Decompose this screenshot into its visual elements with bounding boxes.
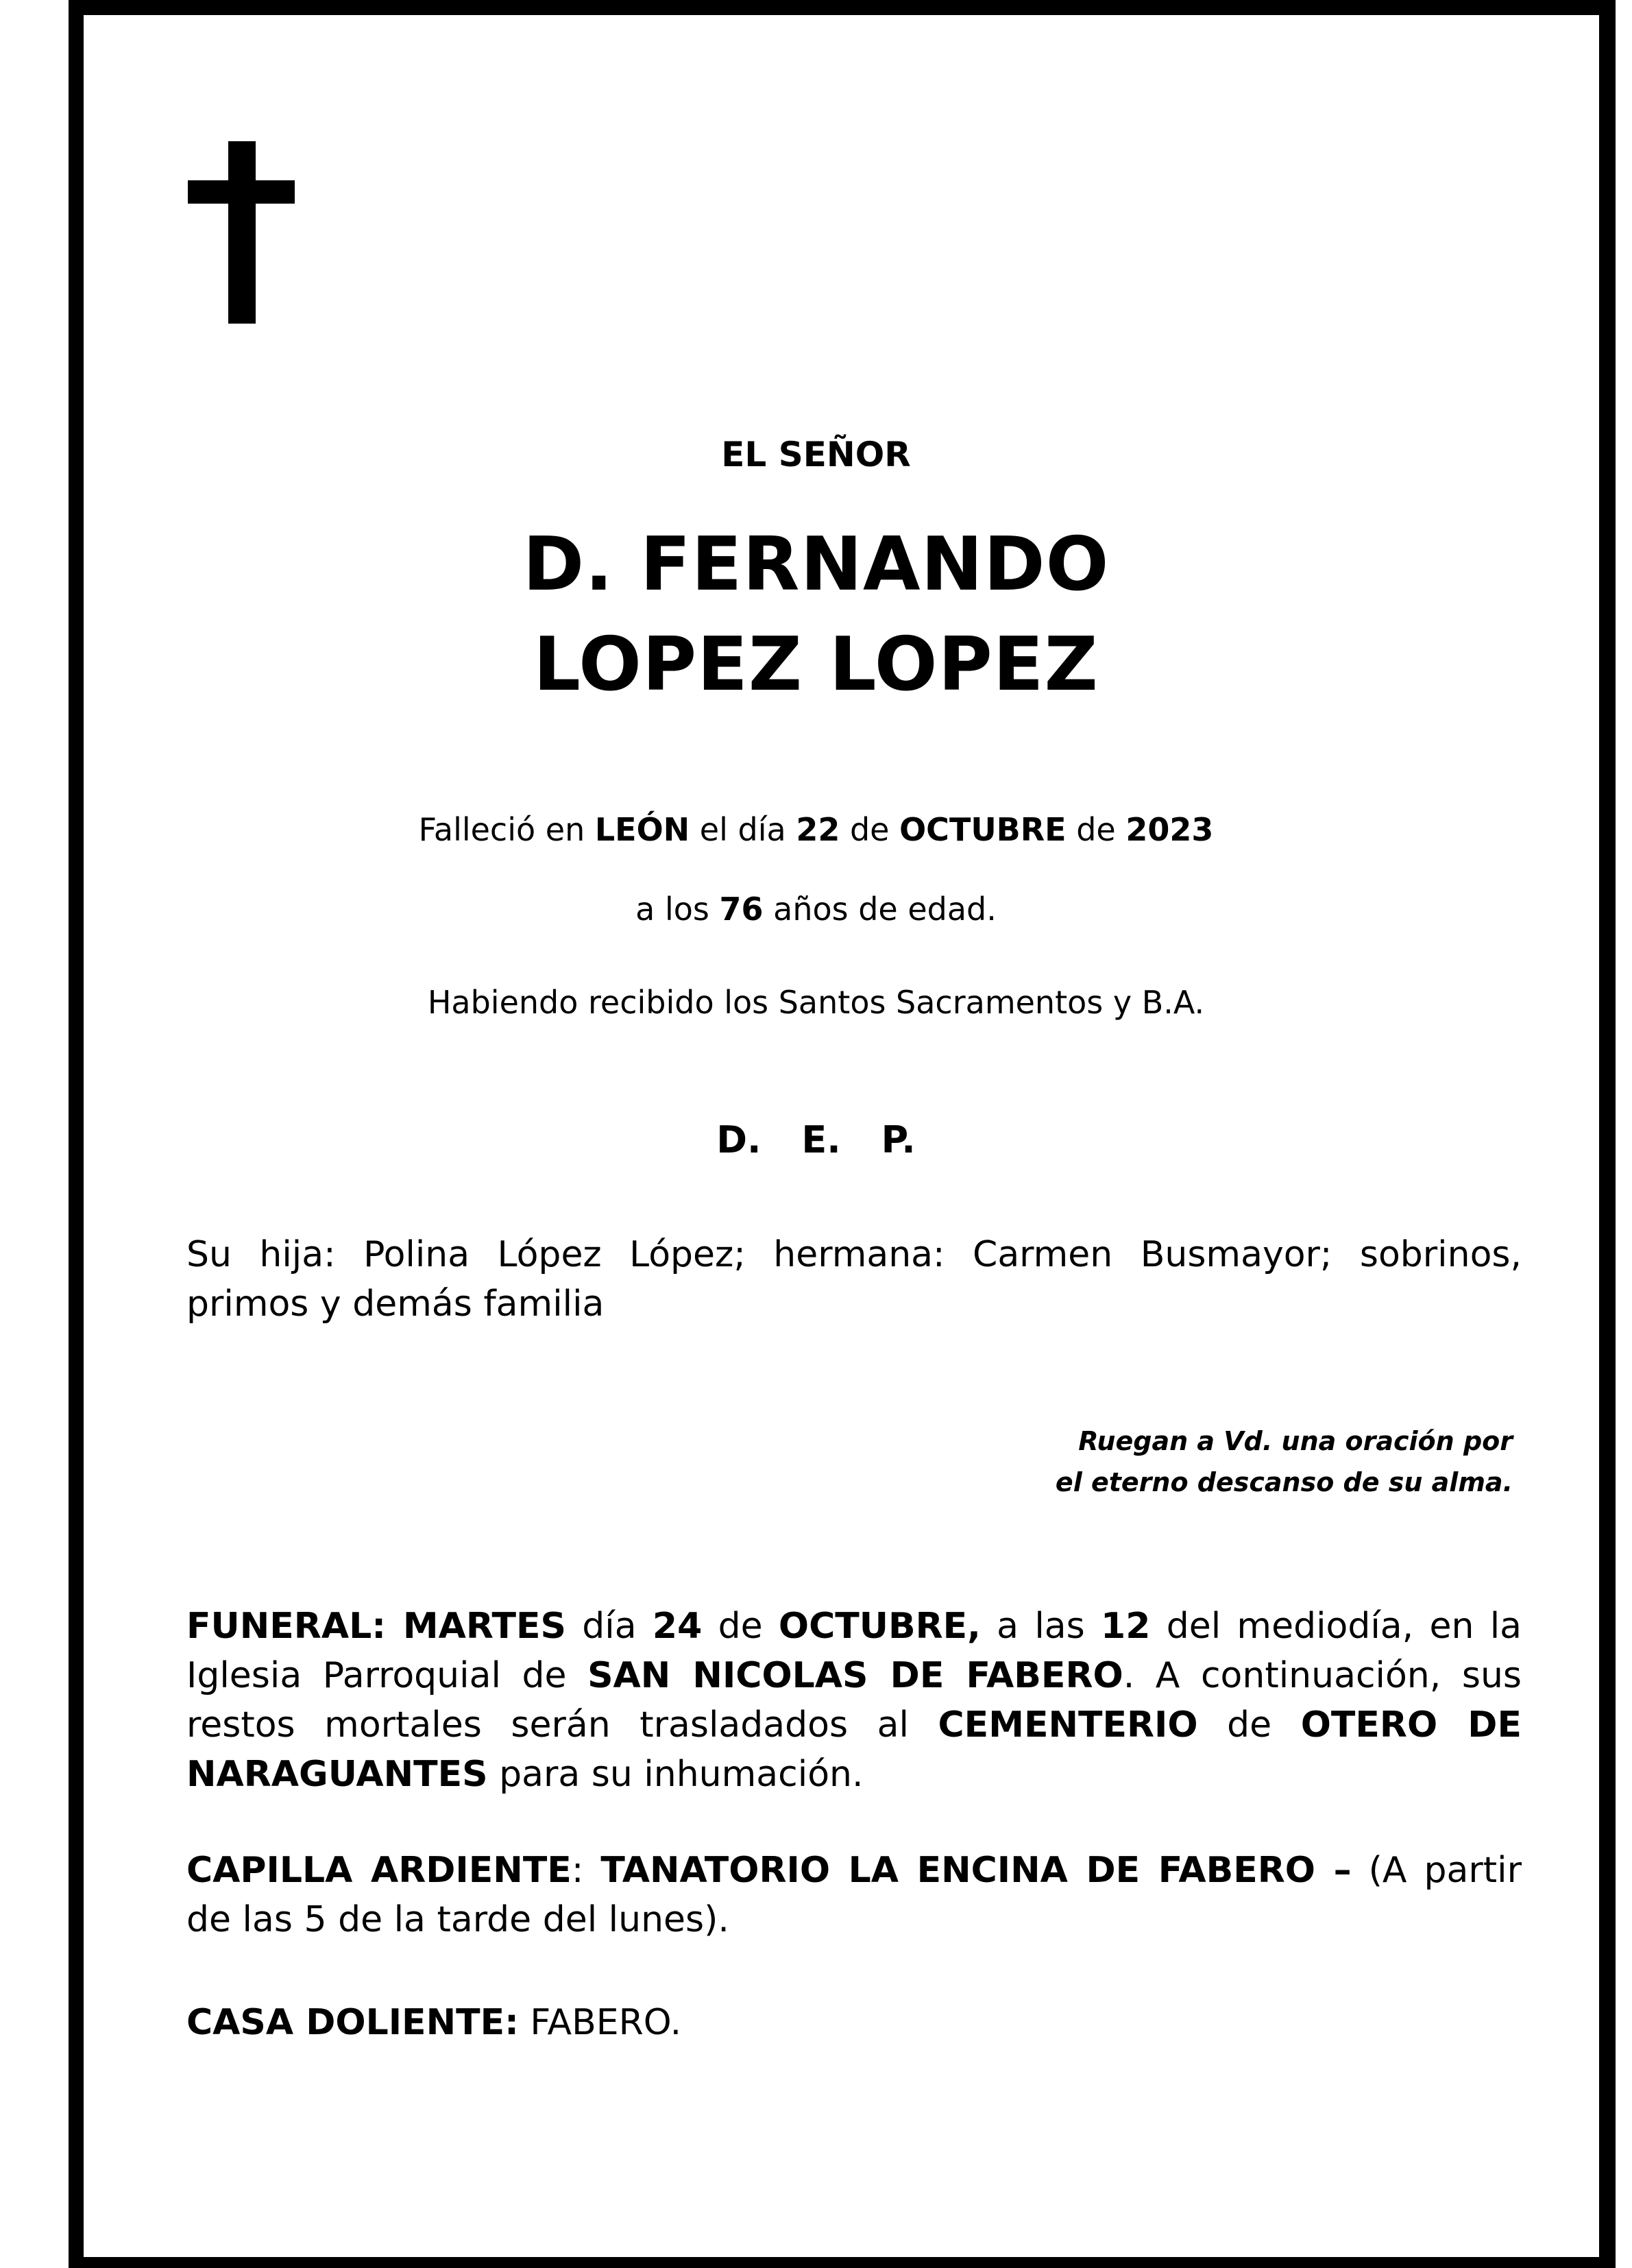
deceased-name-line2: LOPEZ LOPEZ: [533, 622, 1099, 708]
prayer-line-1: Ruegan a Vd. una oración por: [1078, 1426, 1513, 1456]
prayer-request: [891, 1421, 1513, 1503]
casa-label: CASA DOLIENTE:: [186, 2002, 519, 2043]
cemetery-label: CEMENTERIO: [938, 1704, 1198, 1746]
family-paragraph: Su hija: Polina López López; hermana: Carmen Busmayor; sobrinos, primos y demás familia: [186, 1234, 1522, 1325]
dep-initials: D. E. P.: [716, 1118, 916, 1161]
age-line: a los 76 años de edad.: [635, 891, 997, 928]
funeral-day: 24: [652, 1606, 703, 1647]
funeral-church: SAN NICOLAS DE FABERO: [587, 1655, 1123, 1696]
age-value: 76: [719, 891, 764, 928]
death-place: LEÓN: [594, 811, 690, 848]
death-month: OCTUBRE: [899, 811, 1067, 848]
funeral-hour: 12: [1101, 1606, 1151, 1647]
funeral-paragraph: FUNERAL: MARTES día 24 de OCTUBRE, a las 12 del mediodía, en la Iglesia Parroquial de SAN NICOLAS DE FABERO. A continuación, sus restos mortales serán trasladados al CEMENTERIO de OTERO DE NARAGUANTES para su inhumación.: [186, 1606, 1522, 1795]
cemetery-place: OTERO DE NARAGUANTES: [186, 1704, 1522, 1795]
casa-doliente-paragraph: [186, 1998, 1522, 2047]
funeral-label: FUNERAL: MARTES: [186, 1606, 567, 1647]
death-day: 22: [796, 811, 840, 848]
casa-value: FABERO.: [518, 2002, 682, 2043]
funeral-month: OCTUBRE,: [778, 1606, 981, 1647]
heading: EL SEÑOR: [721, 435, 911, 474]
death-date-line: Falleció en LEÓN el día 22 de OCTUBRE de 2023: [418, 811, 1214, 848]
capilla-place: TANATORIO LA ENCINA DE FABERO –: [600, 1850, 1352, 1891]
capilla-label: CAPILLA ARDIENTE: [186, 1850, 572, 1891]
prayer-line-2: el eterno descanso de su alma.: [1055, 1467, 1513, 1497]
sacraments-line: Habiendo recibido los Santos Sacramentos y B.A.: [427, 984, 1205, 1021]
deceased-name-line1: D. FERNANDO: [522, 522, 1110, 607]
latin-cross-icon: [188, 141, 295, 324]
capilla-paragraph: CAPILLA ARDIENTE: TANATORIO LA ENCINA DE FABERO – (A partir de las 5 de la tarde del lunes).: [186, 1850, 1522, 1940]
death-year: 2023: [1125, 811, 1214, 848]
